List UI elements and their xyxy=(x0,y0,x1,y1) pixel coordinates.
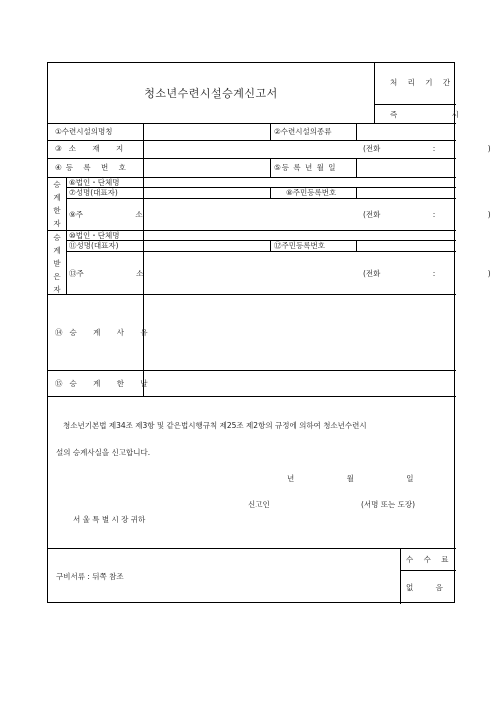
divider xyxy=(66,251,456,252)
divider xyxy=(270,158,271,177)
divider xyxy=(48,370,456,371)
transferee-corp-label: ⑩법인・단체명 xyxy=(69,231,120,240)
location-label: ③소 재 지 xyxy=(55,144,131,153)
divider xyxy=(270,187,271,198)
divider xyxy=(143,177,144,230)
report-date-fields: 년 월 일 xyxy=(287,474,414,483)
transfer-report-form xyxy=(47,62,491,603)
fee-value: 없 음 xyxy=(406,583,443,592)
divider xyxy=(48,396,456,397)
divider xyxy=(356,158,357,177)
processing-period-label: 처 리 기 간 xyxy=(390,78,455,87)
addressee: 서 울 특 별 시 장 귀하 xyxy=(73,515,146,524)
form-title: 청소년수련시설승계신고서 xyxy=(144,87,278,100)
registration-date-label: ⑤등 록 년 월 일 xyxy=(274,163,337,172)
divider xyxy=(143,123,144,140)
transferor-name-label: ⑦성명(대표자) xyxy=(69,188,118,197)
applicant-label: 신고인 xyxy=(248,500,270,509)
divider xyxy=(374,104,456,105)
signature-label: (서명 또는 도장) xyxy=(361,500,416,509)
reason-label: ⑭승 계 사 유 xyxy=(55,328,155,337)
statement-line-1: 청소년기본법 제34조 제3항 및 같은법시행규칙 제25조 제2항의 규정에 의하여 청소년수련시 xyxy=(63,421,367,430)
transferor-phone-label: (전화 : ) xyxy=(363,210,491,219)
divider xyxy=(48,140,456,141)
transferor-id-label: ⑧주민등록번호 xyxy=(286,188,337,197)
divider xyxy=(48,548,456,549)
divider xyxy=(48,158,456,159)
divider xyxy=(143,140,144,158)
processing-period-value: 즉 시 xyxy=(390,110,485,119)
divider xyxy=(143,230,144,294)
divider xyxy=(66,240,456,241)
divider xyxy=(66,177,67,230)
transferee-name-label: ⑪성명(대표자) xyxy=(69,241,119,250)
facility-type-label: ②수련시설의종류 xyxy=(274,127,332,136)
divider xyxy=(400,548,401,604)
attachments-label: 구비서류 : 뒤쪽 참조 xyxy=(56,572,124,581)
facility-name-label: ①수련시설의명칭 xyxy=(55,127,113,136)
divider xyxy=(374,63,375,123)
statement-line-2: 설의 승계사실을 신고합니다. xyxy=(56,448,151,457)
transferee-id-label: ⑫주민등록번호 xyxy=(274,241,325,250)
transferor-corp-label: ⑥법인・단체명 xyxy=(69,178,120,187)
divider xyxy=(270,240,271,251)
transferee-phone-label: (전화 : ) xyxy=(363,269,491,278)
transferor-address-label: ⑨주 소 xyxy=(69,210,143,219)
phone-label: (전화 : ) xyxy=(363,144,491,153)
divider xyxy=(66,230,67,294)
transferor-group-label: 승계한자 xyxy=(53,180,61,228)
divider xyxy=(66,198,456,199)
divider xyxy=(356,240,357,251)
divider xyxy=(66,187,456,188)
divider xyxy=(356,123,357,140)
divider xyxy=(356,187,357,198)
transfer-date-label: ⑮승 계 한 날 xyxy=(55,379,155,388)
divider xyxy=(270,123,271,140)
fee-label: 수 수 료 xyxy=(406,555,453,564)
registration-no-label: ④등 록 번 호 xyxy=(55,163,130,172)
divider xyxy=(48,123,456,124)
divider xyxy=(143,158,144,177)
divider xyxy=(400,570,456,571)
transferee-group-label: 승계받은자 xyxy=(53,233,61,294)
divider xyxy=(48,294,456,295)
transferee-address-label: ⑬주 소 xyxy=(69,269,144,278)
